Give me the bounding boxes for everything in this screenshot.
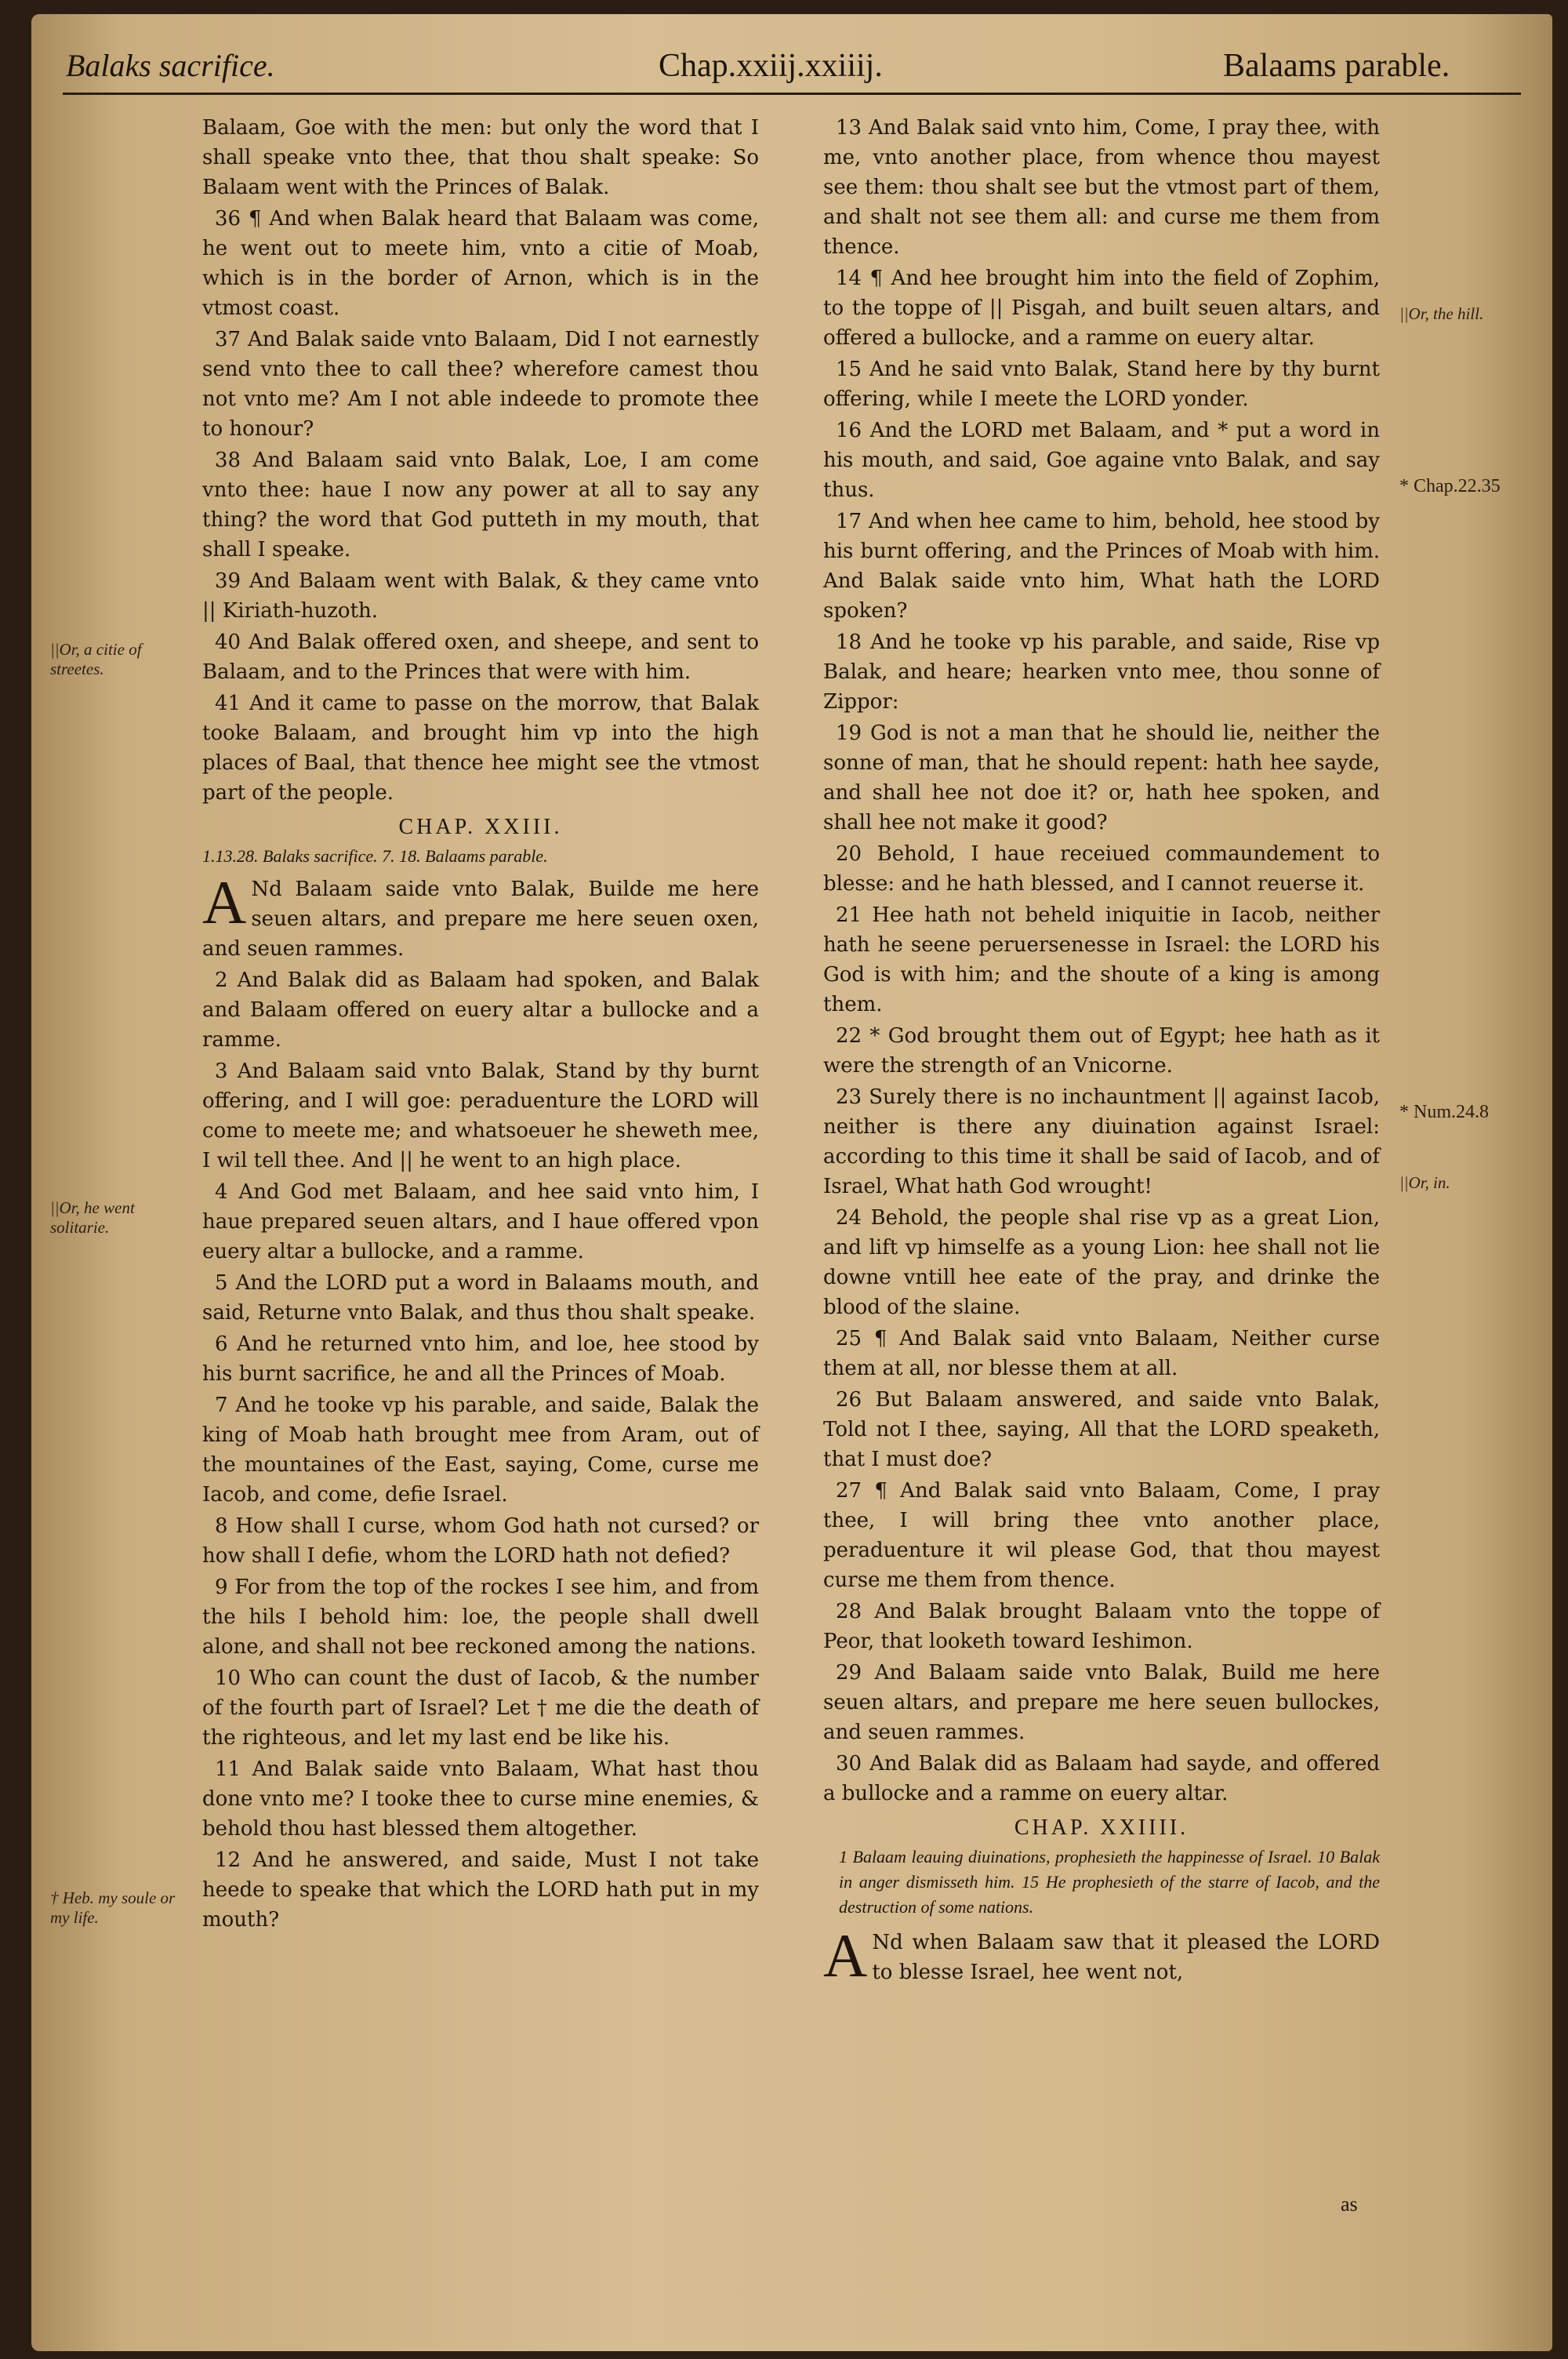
running-head-right: Balaams parable. xyxy=(1223,48,1450,84)
margin-note-went-solitarie: ||Or, he went solitarie. xyxy=(50,1198,135,1237)
header-rule xyxy=(63,93,1521,95)
catchword: as xyxy=(1341,2193,1358,2215)
verse-23-16: 16 And the LORD met Balaam, and * put a word in his mouth, and said, Goe againe vnto Balak, and say thus. xyxy=(823,419,1380,502)
verse-23-12: 12 And he answered, and saide, Must I not take heede to speake that which the LORD hath put in my mouth? xyxy=(202,1848,759,1932)
chapter-summary-24: 1 Balaam leauing diuinations, prophesieth the happinesse of Israel. 10 Balak in anger dismisseth him. 15 He prophesieth of the starre of Iacob, and the destruction of some nations. xyxy=(839,1847,1380,1917)
verse-23-6: 6 And he returned vnto him, and loe, hee stood by his burnt sacrifice, he and all the Princes of Moab. xyxy=(202,1332,759,1386)
verse-23-11: 11 And Balak saide vnto Balaam, What hast thou done vnto me? I tooke thee to curse mine enemies, & behold thou hast blessed them altogether. xyxy=(202,1757,759,1841)
margin-note-heb-my-soule: † Heb. my soule or my life. xyxy=(50,1888,176,1927)
verse-23-2: 2 And Balak did as Balaam had spoken, and Balak and Balaam offered on euery altar a bullocke and a ramme. xyxy=(202,969,759,1052)
verse-23-27: 27 ¶ And Balak said vnto Balaam, Come, I pray thee, I will bring thee vnto another place, peraduenture it wil please God, that thou mayest curse me them from thence. xyxy=(823,1479,1380,1592)
verse-23-29: 29 And Balaam saide vnto Balak, Build me here seuen altars, and prepare me here seuen bullockes, and seuen rammes. xyxy=(823,1661,1380,1744)
chapter-summary-23: 1.13.28. Balaks sacrifice. 7. 18. Balaams parable. xyxy=(202,846,548,866)
verse-24-1 xyxy=(823,1921,1380,1990)
drop-cap-letter: A xyxy=(823,1921,868,1990)
verse-23-7: 7 And he tooke vp his parable, and saide, Balak the king of Moab hath brought mee from Aram, out of the mountaines of the East, saying, Come, curse me Iacob, and come, defie Israel. xyxy=(202,1394,759,1507)
verse-23-4: 4 And God met Balaam, and hee said vnto him, I haue prepared seuen altars, and I haue offered vpon euery altar a bullocke, and a ramme. xyxy=(202,1180,759,1263)
margin-note-the-hill: ||Or, the hill. xyxy=(1399,304,1484,323)
running-head-left: Balaks sacrifice. xyxy=(66,48,275,83)
verse-22-40: 40 And Balak offered oxen, and sheepe, and sent to Balaam, and to the Princes that were with him. xyxy=(202,631,759,684)
margin-note-or-in: ||Or, in. xyxy=(1399,1173,1450,1192)
verse-23-26: 26 But Balaam answered, and saide vnto Balak, Told not I thee, saying, All that the LORD speaketh, that I must doe? xyxy=(823,1388,1380,1471)
right-column xyxy=(823,113,1380,1989)
verse-23-9: 9 For from the top of the rockes I see him, and from the hils I behold him: loe, the people shall dwell alone, and shall not bee reckoned among the nations. xyxy=(202,1576,759,1659)
verse-22-36: 36 ¶ And when Balak heard that Balaam was come, he went out to meete him, vnto a citie of Moab, which is in the border of Arnon, which is in the vtmost coast. xyxy=(202,207,759,320)
verse-23-18: 18 And he tooke vp his parable, and saide, Rise vp Balak, and heare; hearken vnto mee, thou sonne of Zippor: xyxy=(823,631,1380,714)
margin-note-chap-22-35: * Chap.22.35 xyxy=(1399,476,1501,496)
margin-note-num-24-8: * Num.24.8 xyxy=(1399,1102,1489,1122)
running-head-center: Chap.xxiij.xxiiij. xyxy=(659,48,883,84)
verse-23-25: 25 ¶ And Balak said vnto Balaam, Neither curse them at all, nor blesse them at all. xyxy=(823,1327,1380,1380)
verse-22-35-continued: Balaam, Goe with the men: but only the word that I shall speake vnto thee, that thou shalt speake: So Balaam went with the Princes of Balak. xyxy=(202,116,759,199)
verse-23-3: 3 And Balaam said vnto Balak, Stand by thy burnt offering, and I will goe: peraduenture the LORD will come to meete me; and whatsoeuer he sheweth mee, I wil tell thee. And || he went to an high place. xyxy=(202,1060,759,1172)
verse-23-14: 14 ¶ And hee brought him into the field of Zophim, to the toppe of || Pisgah, and built seuen altars, and offered a bullocke, and a ramme on euery altar. xyxy=(823,267,1380,350)
chapter-heading-24: CHAP. XXIIII. xyxy=(1014,1816,1189,1840)
verse-23-17: 17 And when hee came to him, behold, hee stood by his burnt offering, and the Princes of Moab with him. And Balak saide vnto him, What hath the LORD spoken? xyxy=(823,510,1380,623)
verse-23-1 xyxy=(202,868,759,964)
verse-23-20: 20 Behold, I haue receiued commaundement to blesse: and he hath blessed, and I cannot reuerse it. xyxy=(823,842,1380,896)
verse-23-13: 13 And Balak said vnto him, Come, I pray thee, with me, vnto another place, from whence thou mayest see them: thou shalt see but the vtmost part of them, and shalt not see them all: and curse me them from thence. xyxy=(823,116,1380,259)
margin-note-citie-of-streetes: ||Or, a citie of streetes. xyxy=(50,640,142,678)
verse-22-41: 41 And it came to passe on the morrow, that Balak tooke Balaam, and brought him vp into the high places of Baal, that thence hee might see the vtmost part of the people. xyxy=(202,692,759,805)
verse-22-37: 37 And Balak saide vnto Balaam, Did I not earnestly send vnto thee to call thee? wherefore camest thou not vnto me? Am I not able indeede to promote thee to honour? xyxy=(202,328,759,441)
verse-24-1-text: Nd when Balaam saw that it pleased the LORD to blesse Israel, hee went not, xyxy=(872,1931,1380,1984)
book-page xyxy=(31,14,1552,2351)
verse-23-28: 28 And Balak brought Balaam vnto the toppe of Peor, that looketh toward Ieshimon. xyxy=(823,1600,1380,1653)
verse-23-5: 5 And the LORD put a word in Balaams mouth, and said, Returne vnto Balak, and thus thou shalt speake. xyxy=(202,1271,759,1325)
verse-23-24: 24 Behold, the people shal rise vp as a great Lion, and lift vp himselfe as a young Lion: hee shall not lie downe vntill hee eate of the pray, and drinke the blood of the slaine. xyxy=(823,1206,1380,1319)
verse-23-15: 15 And he said vnto Balak, Stand here by thy burnt offering, while I meete the LORD yonder. xyxy=(823,358,1380,411)
verse-22-38: 38 And Balaam said vnto Balak, Loe, I am come vnto thee: haue I now any power at all to say any thing? the word that God putteth in my mouth, that shall I speake. xyxy=(202,449,759,562)
verse-23-8: 8 How shall I curse, whom God hath not cursed? or how shall I defie, whom the LORD hath not defied? xyxy=(202,1514,759,1568)
verse-23-10: 10 Who can count the dust of Iacob, & the number of the fourth part of Israel? Let † me die the death of the righteous, and let my last end be like his. xyxy=(202,1667,759,1750)
verse-23-19: 19 God is not a man that he should lie, neither the sonne of man, that he should repent: hath hee sayde, and shall hee not doe it? or, hath hee spoken, and shall hee not make it good? xyxy=(823,722,1380,834)
verse-22-39: 39 And Balaam went with Balak, & they came vnto || Kiriath-huzoth. xyxy=(202,569,759,623)
verse-23-30: 30 And Balak did as Balaam had sayde, and offered a bullocke and a ramme on euery altar. xyxy=(823,1752,1380,1805)
chapter-heading-23: CHAP. XXIII. xyxy=(398,815,563,839)
verse-23-22: 22 * God brought them out of Egypt; hee hath as it were the strength of an Vnicorne. xyxy=(823,1024,1380,1078)
drop-cap-letter: A xyxy=(202,868,247,936)
left-column xyxy=(202,113,759,1936)
verse-23-1-text: Nd Balaam saide vnto Balak, Builde me here seuen altars, and prepare me here seuen oxen, and seuen rammes. xyxy=(202,878,759,961)
verse-23-21: 21 Hee hath not beheld iniquitie in Iacob, neither hath he seene peruersenesse in Israel: the LORD his God is with him; and the shoute of a king is among them. xyxy=(823,903,1380,1016)
verse-23-23: 23 Surely there is no inchauntment || against Iacob, neither is there any diuination against Israel: according to this time it shall be said of Iacob, and of Israel, What hath God wrought! xyxy=(823,1085,1380,1198)
